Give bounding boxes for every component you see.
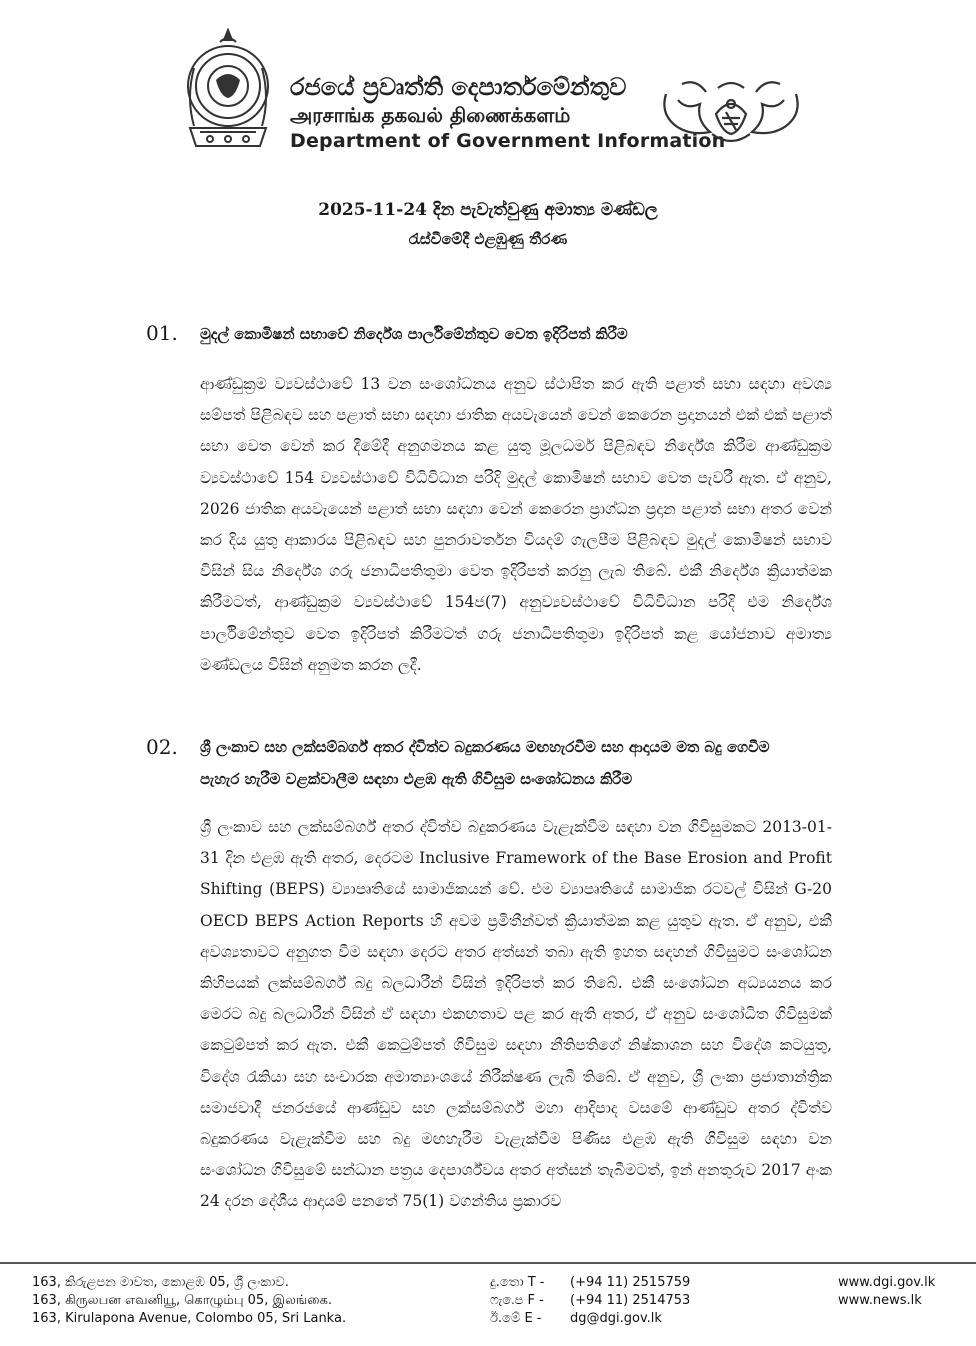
decorative-ornament-icon <box>656 74 806 152</box>
dept-name-sinhala: රජයේ ප්‍රවෘත්ති දෙපාර්තමේන්තුව <box>290 73 627 101</box>
website-link[interactable]: www.news.lk <box>838 1293 922 1308</box>
document-heading: 2025-11-24 දින පැවැත්වුණු අමාත්‍ය මණ්ඩල <box>318 200 658 220</box>
item-body: ශ්‍රී ලංකාව සහ ලක්සම්බර්ග් අතර ද්විත්ව බදුකරණය වැළැක්වීම සඳහා වන ගිවිසුමකට 2013-01-31 දින එළඹ ඇති අතර, දෙරටම Inclusive Framework of the Base Erosion and Profit Shifting (BEPS) ව්‍යාපෘතියේ සාමාජිකයන් වේ. එම ව්‍යාපෘතියේ සාමාජික රටවල් විසින් G-20 OECD BEPS Action Reports හි අවම ප්‍රමිතීන්වත් ක්‍රියාත්මක කළ යුතුව ඇත. ඒ අනුව, එකී අවශ්‍යතාවට අනුගත වීම සඳහා දෙරට අතර අත්සන් තබා ඇති ඉහත සඳහන් ගිවිසුමට සංශෝධන කිහිපයක් ලක්සම්බර්ග් බදු බලධාරීන් විසින් ඉදිරිපත් කර තිබේ. එකී සංශෝධන අධ්‍යයනය කර මෙරට බදු බලධාරීන් විසින් ඒ සඳහා එකඟතාව පළ කර ඇති අතර, ඒ අනුව සංශෝධිත ගිවිසුමක් කෙටුම්පත් කර ඇත. එකී කෙටුම්පත් ගිවිසුම සඳහා නීතිපතිගේ නිෂ්කාශන සහ විදේශ කටයුතු, විදේශ රැකියා සහ සංචාරක අමාත්‍යාංශයේ නිරීක්ෂණ ලැබී තිබේ. ඒ අනුව, ශ්‍රී ලංකා ප්‍රජාතාන්ත්‍රික සමාජවාදී ජනරජයේ ආණ්ඩුව සහ ලක්සම්බර්ග් මහා ආදිපාද වසමේ ආණ්ඩුව අතර ද්විත්ව බදුකරණය වැළැක්වීම සහ බදු මඟහැරීම වැළැක්වීම පිණිස එළඹ ඇති ගිවිසුම සඳහා වන සංශෝධන ගිවිසුමේ සන්ධාන පත්‍රය දෙපාර්ශ්වය අතර අත්සන් තැබීමටත්, ඉන් අනතුරුව 2017 අංක 24 දරන දේශීය ආදායම් පනතේ 75(1) වගන්තිය ප්‍රකාරව <box>200 818 832 1211</box>
dept-name-tamil: அரசாங்க தகவல் திணைக்களம் <box>290 103 571 127</box>
item-title: ශ්‍රී ලංකාව සහ ලක්සම්බර්ග් අතර ද්විත්ව බදුකරණය මඟහැරවීම සහ ආදායම මත බදු ගෙවීම පැහැර හැරීම වළක්වාලීම සඳහා එළඹ ඇති ගිවිසුම සංශෝධනය කිරීම <box>200 738 770 788</box>
item-number: 02. <box>146 735 178 759</box>
address-tamil: 163, கிருலபன எவனியூ, கொழும்பு 05, இலங்கை. <box>32 1293 333 1308</box>
sri-lanka-emblem-icon <box>180 28 276 156</box>
fax-value: (+94 11) 2514753 <box>570 1293 691 1308</box>
telephone-label: දු.තො T - <box>490 1275 545 1290</box>
footer-address <box>32 1274 346 1328</box>
website-link[interactable]: www.dgi.gov.lk <box>838 1275 936 1290</box>
item-number: 01. <box>146 321 178 345</box>
document-subheading: රැස්වීමේදී එළඹුණු තීරණ <box>408 230 568 248</box>
address-sinhala: 163, කිරුළපන මාවත, කොළඹ 05, ශ්‍රී ලංකාව. <box>32 1275 289 1290</box>
item-title: මුදල් කොමිෂන් සභාවේ නිර්දේශ පාර්ලිමේන්තුව වෙත ඉදිරිපත් කිරීම <box>200 325 628 343</box>
footer-divider <box>0 1262 976 1264</box>
footer-contacts <box>490 1274 690 1328</box>
telephone-value: (+94 11) 2515759 <box>570 1275 691 1290</box>
address-english: 163, Kirulapona Avenue, Colombo 05, Sri Lanka. <box>32 1311 347 1326</box>
email-label: ඊ.මේ E - <box>490 1311 542 1326</box>
email-link[interactable]: dg@dgi.gov.lk <box>570 1311 662 1326</box>
item-body: ආණ්ඩුක්‍රම ව්‍යවස්ථාවේ 13 වන සංශෝධනය අනුව ස්ථාපිත කර ඇති පළාත් සභා සඳහා අවශ්‍ය සම්පත් පිළිබඳව සහ පළාත් සභා සඳහා ජාතික අයවැයෙන් වෙන් කෙරෙන ප්‍රදානයන් එක් එක් පළාත් සභා වෙත වෙන් කර දීමේදී අනුගමනය කළ යුතු මූලධර්ම පිළිබඳව නිර්දේශ කිරීම ආණ්ඩුක්‍රම ව්‍යවස්ථාවේ 154 ව්‍යවස්ථාවේ විධිවිධාන පරිදි මුදල් කොමිෂන් සභාව වෙත පැවරී ඇත. ඒ අනුව, 2026 ජාතික අයවැයෙන් පළාත් සභා සඳහා වෙන් කෙරෙන ප්‍රාග්ධන ප්‍රදාන පළාත් සභා අතර වෙන් කර දිය යුතු ආකාරය පිළිබඳව සහ පුනරාවර්තන වියදම් ගැලපීම පිළිබඳව මුදල් කොමිෂන් සභාව විසින් සිය නිර්දේශ ගරු ජනාධිපතිතුමා වෙත ඉදිරිපත් කරනු ලැබ තිබේ. එකී නිර්දේශ ක්‍රියාත්මක කිරීමටත්, ආණ්ඩුක්‍රම ව්‍යවස්ථාවේ 154ජ(7) අනුව්‍යවස්ථාවේ විධිවිධාන පරිදි එම නිර්දේශ පාර්ලිමේන්තුව වෙත ඉදිරිපත් කිරීමටත් ගරු ජනාධිපතිතුමා ඉදිරිපත් කළ යෝජනාව අමාත්‍ය මණ්ඩලය විසින් අනුමත කරන ලදී. <box>200 375 832 674</box>
fax-label: ෆැ.ෙප F - <box>490 1293 544 1308</box>
footer-websites <box>838 1274 935 1310</box>
dept-name-english: Department of Government Information <box>290 130 726 152</box>
